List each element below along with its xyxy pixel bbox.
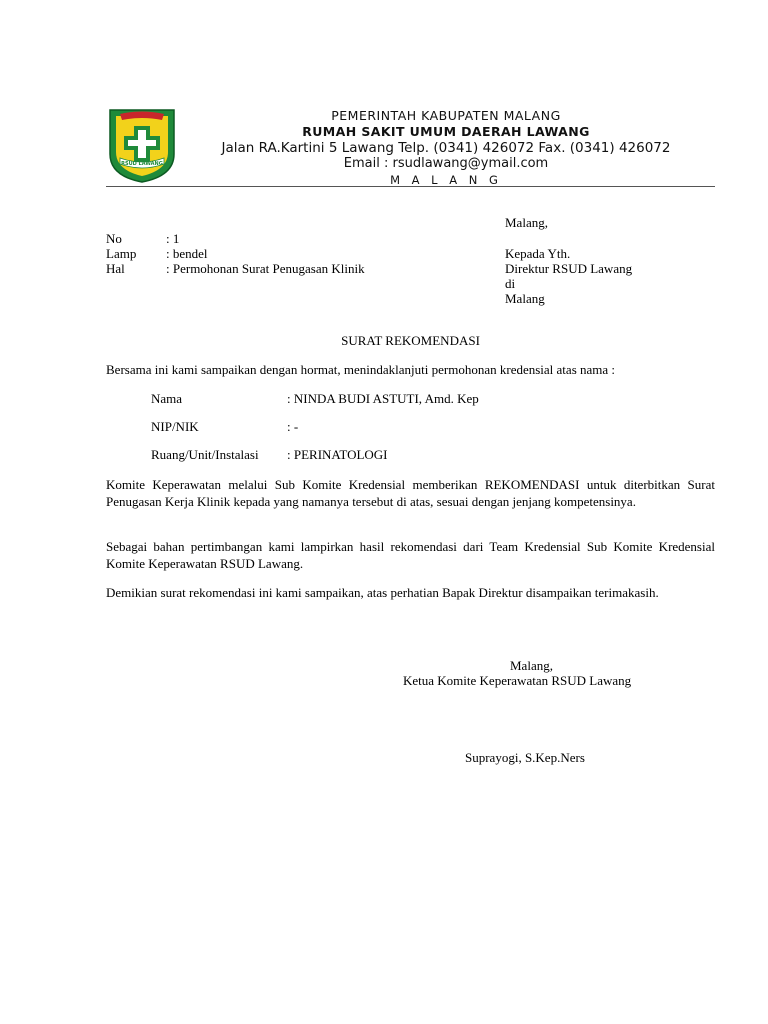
no-value: : 1 [166, 231, 180, 246]
signature-name: Suprayogi, S.Kep.Ners [465, 750, 585, 765]
letterhead-email: Email : rsudlawang@ymail.com [343, 156, 549, 171]
lamp-label: Lamp [106, 246, 137, 261]
unit-value: : PERINATOLOGI [287, 447, 388, 462]
letterhead-city: M A L A N G [390, 173, 502, 187]
letterhead [182, 108, 710, 188]
letterhead-address: Jalan RA.Kartini 5 Lawang Telp. (0341) 426072 Fax. (0341) 426072 [221, 140, 671, 156]
recipient-salutation: Kepada Yth. [505, 246, 571, 261]
place-date: Malang, [505, 215, 548, 230]
intro-text: Bersama ini kami sampaikan dengan hormat, menindaklanjuti permohonan kredensial atas nama : [106, 362, 616, 377]
hospital-logo [106, 106, 178, 184]
nip-value: : - [287, 419, 299, 434]
unit-label: Ruang/Unit/Instalasi [151, 447, 259, 462]
paragraph-closing: Demikian surat rekomendasi ini kami sampaikan, atas perhatian Bapak Direktur disampaikan terimakasih. [106, 585, 659, 600]
svg-text:RSUD LAWANG: RSUD LAWANG [121, 161, 163, 167]
hal-label: Hal [106, 261, 125, 276]
signature-place: Malang, [510, 658, 553, 673]
no-label: No [106, 231, 122, 246]
recipient-name: Direktur RSUD Lawang [505, 261, 633, 276]
letterhead-government: PEMERINTAH KABUPATEN MALANG [331, 108, 561, 123]
recipient-di: di [505, 276, 516, 291]
paragraph-attachment: Sebagai bahan pertimbangan kami lampirkan hasil rekomendasi dari Team Kredensial Sub Komite Kredensial Komite Keperawatan RSUD Lawang. [106, 539, 715, 571]
paragraph-recommendation: Komite Keperawatan melalui Sub Komite Kredensial memberikan REKOMENDASI untuk diterbitkan Surat Penugasan Kerja Klinik kepada yang namanya tersebut di atas, sesuai dengan jenjang kompetensinya. [106, 477, 715, 509]
name-label: Nama [151, 391, 183, 406]
letter-title: SURAT REKOMENDASI [341, 333, 480, 348]
name-value: : NINDA BUDI ASTUTI, Amd. Kep [287, 391, 479, 406]
recipient-city: Malang [505, 291, 545, 306]
signature-position: Ketua Komite Keperawatan RSUD Lawang [403, 673, 632, 688]
lamp-value: : bendel [166, 246, 208, 261]
hal-value: : Permohonan Surat Penugasan Klinik [166, 261, 365, 276]
nip-label: NIP/NIK [151, 419, 199, 434]
letterhead-hospital-name: RUMAH SAKIT UMUM DAERAH LAWANG [302, 124, 590, 139]
letterhead-divider [106, 186, 715, 187]
